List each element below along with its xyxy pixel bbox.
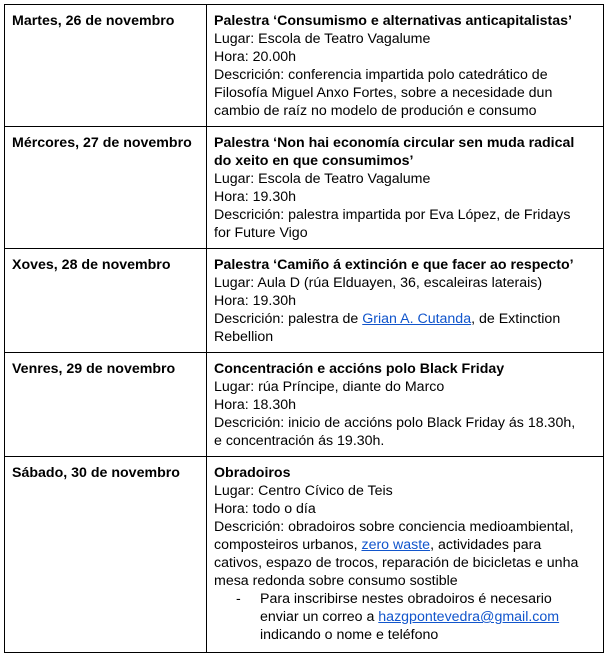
table-row	[5, 5, 604, 127]
event-date-text: Martes, 26 de novembro	[12, 13, 175, 29]
event-date	[5, 5, 207, 127]
event-title: Concentración e accións polo Black Friday	[214, 361, 505, 377]
event-title: Palestra ‘Camiño á extinción e que facer ao respecto’	[214, 257, 574, 273]
event-place: Lugar: rúa Príncipe, diante do Marco	[214, 379, 445, 395]
event-details	[207, 127, 604, 249]
event-description: Descrición: inicio de accións polo Black Friday ás 18.30h,	[214, 415, 576, 431]
event-date	[5, 457, 207, 653]
event-description: Descrición: palestra impartida por Eva López, de Fridays	[214, 207, 571, 223]
event-description	[214, 536, 596, 554]
event-time: Hora: 18.30h	[214, 397, 297, 413]
event-date-text: Venres, 29 de novembro	[12, 361, 176, 377]
table-row	[5, 127, 604, 249]
event-description: for Future Vigo	[214, 225, 308, 241]
event-place: Lugar: Aula D (rúa Elduayen, 36, escaleiras laterais)	[214, 275, 543, 291]
event-title: Obradoiros	[214, 465, 291, 481]
event-time: Hora: todo o día	[214, 501, 316, 517]
event-description: Descrición: conferencia impartida polo catedrático de	[214, 67, 548, 83]
event-description: Filosofía Miguel Anxo Fortes, sobre a necesidade dun	[214, 85, 553, 101]
events-table	[4, 4, 604, 653]
event-description: cativos, espazo de trocos, reparación de bicicletas e unha	[214, 555, 579, 571]
event-date	[5, 353, 207, 457]
event-description	[214, 310, 596, 328]
event-date	[5, 249, 207, 353]
table-row	[5, 249, 604, 353]
event-date-text: Xoves, 28 de novembro	[12, 257, 171, 273]
table-row	[5, 353, 604, 457]
email-link[interactable]: hazgpontevedra@gmail.com	[378, 609, 560, 625]
event-place: Lugar: Escola de Teatro Vagalume	[214, 171, 431, 187]
speaker-link[interactable]: Grian A. Cutanda	[362, 311, 472, 327]
event-description: Rebellion	[214, 329, 274, 345]
event-details	[207, 353, 604, 457]
bullet-item	[214, 590, 596, 644]
description-text: composteiros urbanos,	[214, 537, 362, 553]
event-description: e concentración ás 19.30h.	[214, 433, 385, 449]
event-place: Lugar: Escola de Teatro Vagalume	[214, 31, 431, 47]
event-description: cambio de raíz no modelo de produción e consumo	[214, 103, 537, 119]
event-title: Palestra ‘Consumismo e alternativas anticapitalistas’	[214, 13, 572, 29]
bullet-text: Para inscribirse nestes obradoiros é necesario	[260, 591, 552, 607]
event-description: Descrición: obradoiros sobre conciencia medioambiental,	[214, 519, 574, 535]
event-time: Hora: 20.00h	[214, 49, 297, 65]
event-date-text: Sábado, 30 de novembro	[12, 465, 180, 481]
description-text: , de Extinction	[471, 311, 561, 327]
event-time: Hora: 19.30h	[214, 293, 297, 309]
event-date	[5, 127, 207, 249]
event-description: mesa redonda sobre consumo sostible	[214, 573, 458, 589]
zero-waste-link[interactable]: zero waste	[361, 537, 431, 553]
event-details	[207, 5, 604, 127]
table-row	[5, 457, 604, 653]
event-time: Hora: 19.30h	[214, 189, 297, 205]
description-text: , actividades para	[430, 537, 542, 553]
event-details	[207, 457, 604, 653]
event-title: do xeito en que consumimos’	[214, 153, 414, 169]
event-title: Palestra ‘Non hai economía circular sen muda radical	[214, 135, 575, 151]
event-details	[207, 249, 604, 353]
bullet-text: indicando o nome e teléfono	[260, 627, 439, 643]
bullet-text-part: enviar un correo a	[260, 609, 379, 625]
description-text: Descrición: palestra de	[214, 311, 363, 327]
event-date-text: Mércores, 27 de novembro	[12, 135, 192, 151]
bullet-dash: -	[236, 591, 241, 607]
bullet-text	[260, 608, 596, 626]
event-place: Lugar: Centro Cívico de Teis	[214, 483, 393, 499]
